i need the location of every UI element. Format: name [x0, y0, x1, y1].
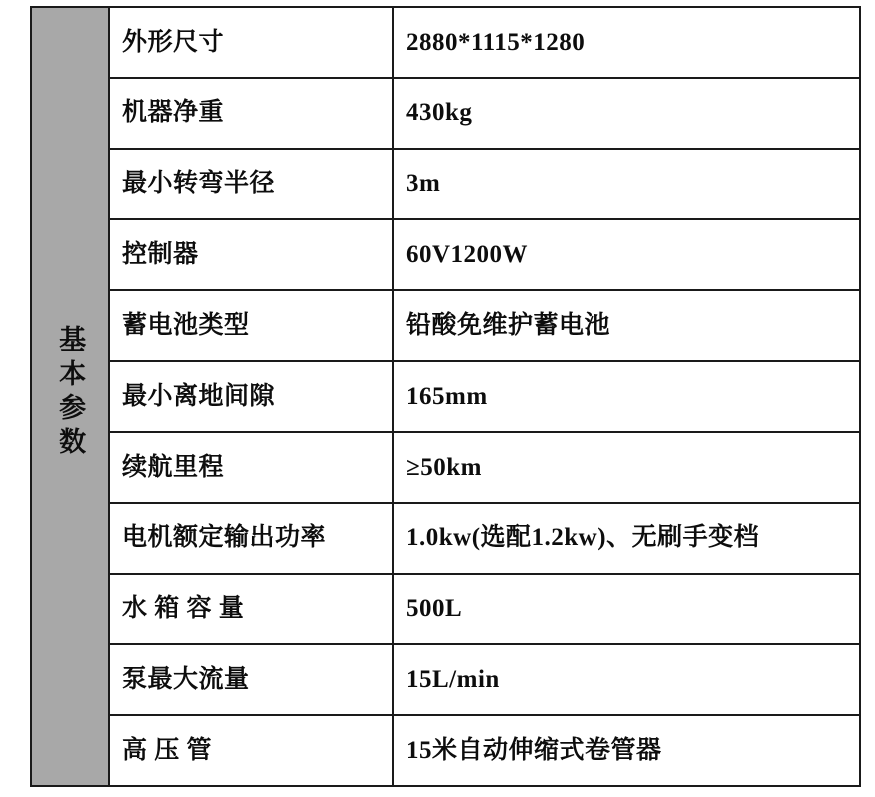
table-row [31, 644, 860, 715]
spec-value: 430kg [393, 78, 860, 149]
spec-value: 1.0kw(选配1.2kw)、无刷手变档 [393, 503, 860, 574]
table-row [31, 574, 860, 645]
category-label: 基本参数 [55, 325, 86, 462]
spec-value: 15米自动伸缩式卷管器 [393, 715, 860, 786]
spec-label: 控制器 [109, 219, 393, 290]
category-cell [31, 7, 109, 786]
spec-value: 3m [393, 149, 860, 220]
table-row [31, 78, 860, 149]
spec-label: 电机额定输出功率 [109, 503, 393, 574]
table-row [31, 715, 860, 786]
spec-value: 165mm [393, 361, 860, 432]
table-row [31, 219, 860, 290]
spec-value: 铅酸免维护蓄电池 [393, 290, 860, 361]
table-row [31, 7, 860, 78]
table-row [31, 503, 860, 574]
spec-value: 15L/min [393, 644, 860, 715]
spec-label: 外形尺寸 [109, 7, 393, 78]
spec-label: 最小转弯半径 [109, 149, 393, 220]
table-row [31, 149, 860, 220]
spec-label: 机器净重 [109, 78, 393, 149]
spec-label: 泵最大流量 [109, 644, 393, 715]
spec-value: 500L [393, 574, 860, 645]
spec-label: 续航里程 [109, 432, 393, 503]
spec-label: 蓄电池类型 [109, 290, 393, 361]
table-row [31, 432, 860, 503]
spec-value: 60V1200W [393, 219, 860, 290]
spec-value: 2880*1115*1280 [393, 7, 860, 78]
spec-value: ≥50km [393, 432, 860, 503]
table-row [31, 361, 860, 432]
table-body [31, 7, 860, 786]
spec-label: 最小离地间隙 [109, 361, 393, 432]
specification-table [30, 6, 861, 787]
spec-label: 高 压 管 [109, 715, 393, 786]
spec-label: 水 箱 容 量 [109, 574, 393, 645]
table-row [31, 290, 860, 361]
